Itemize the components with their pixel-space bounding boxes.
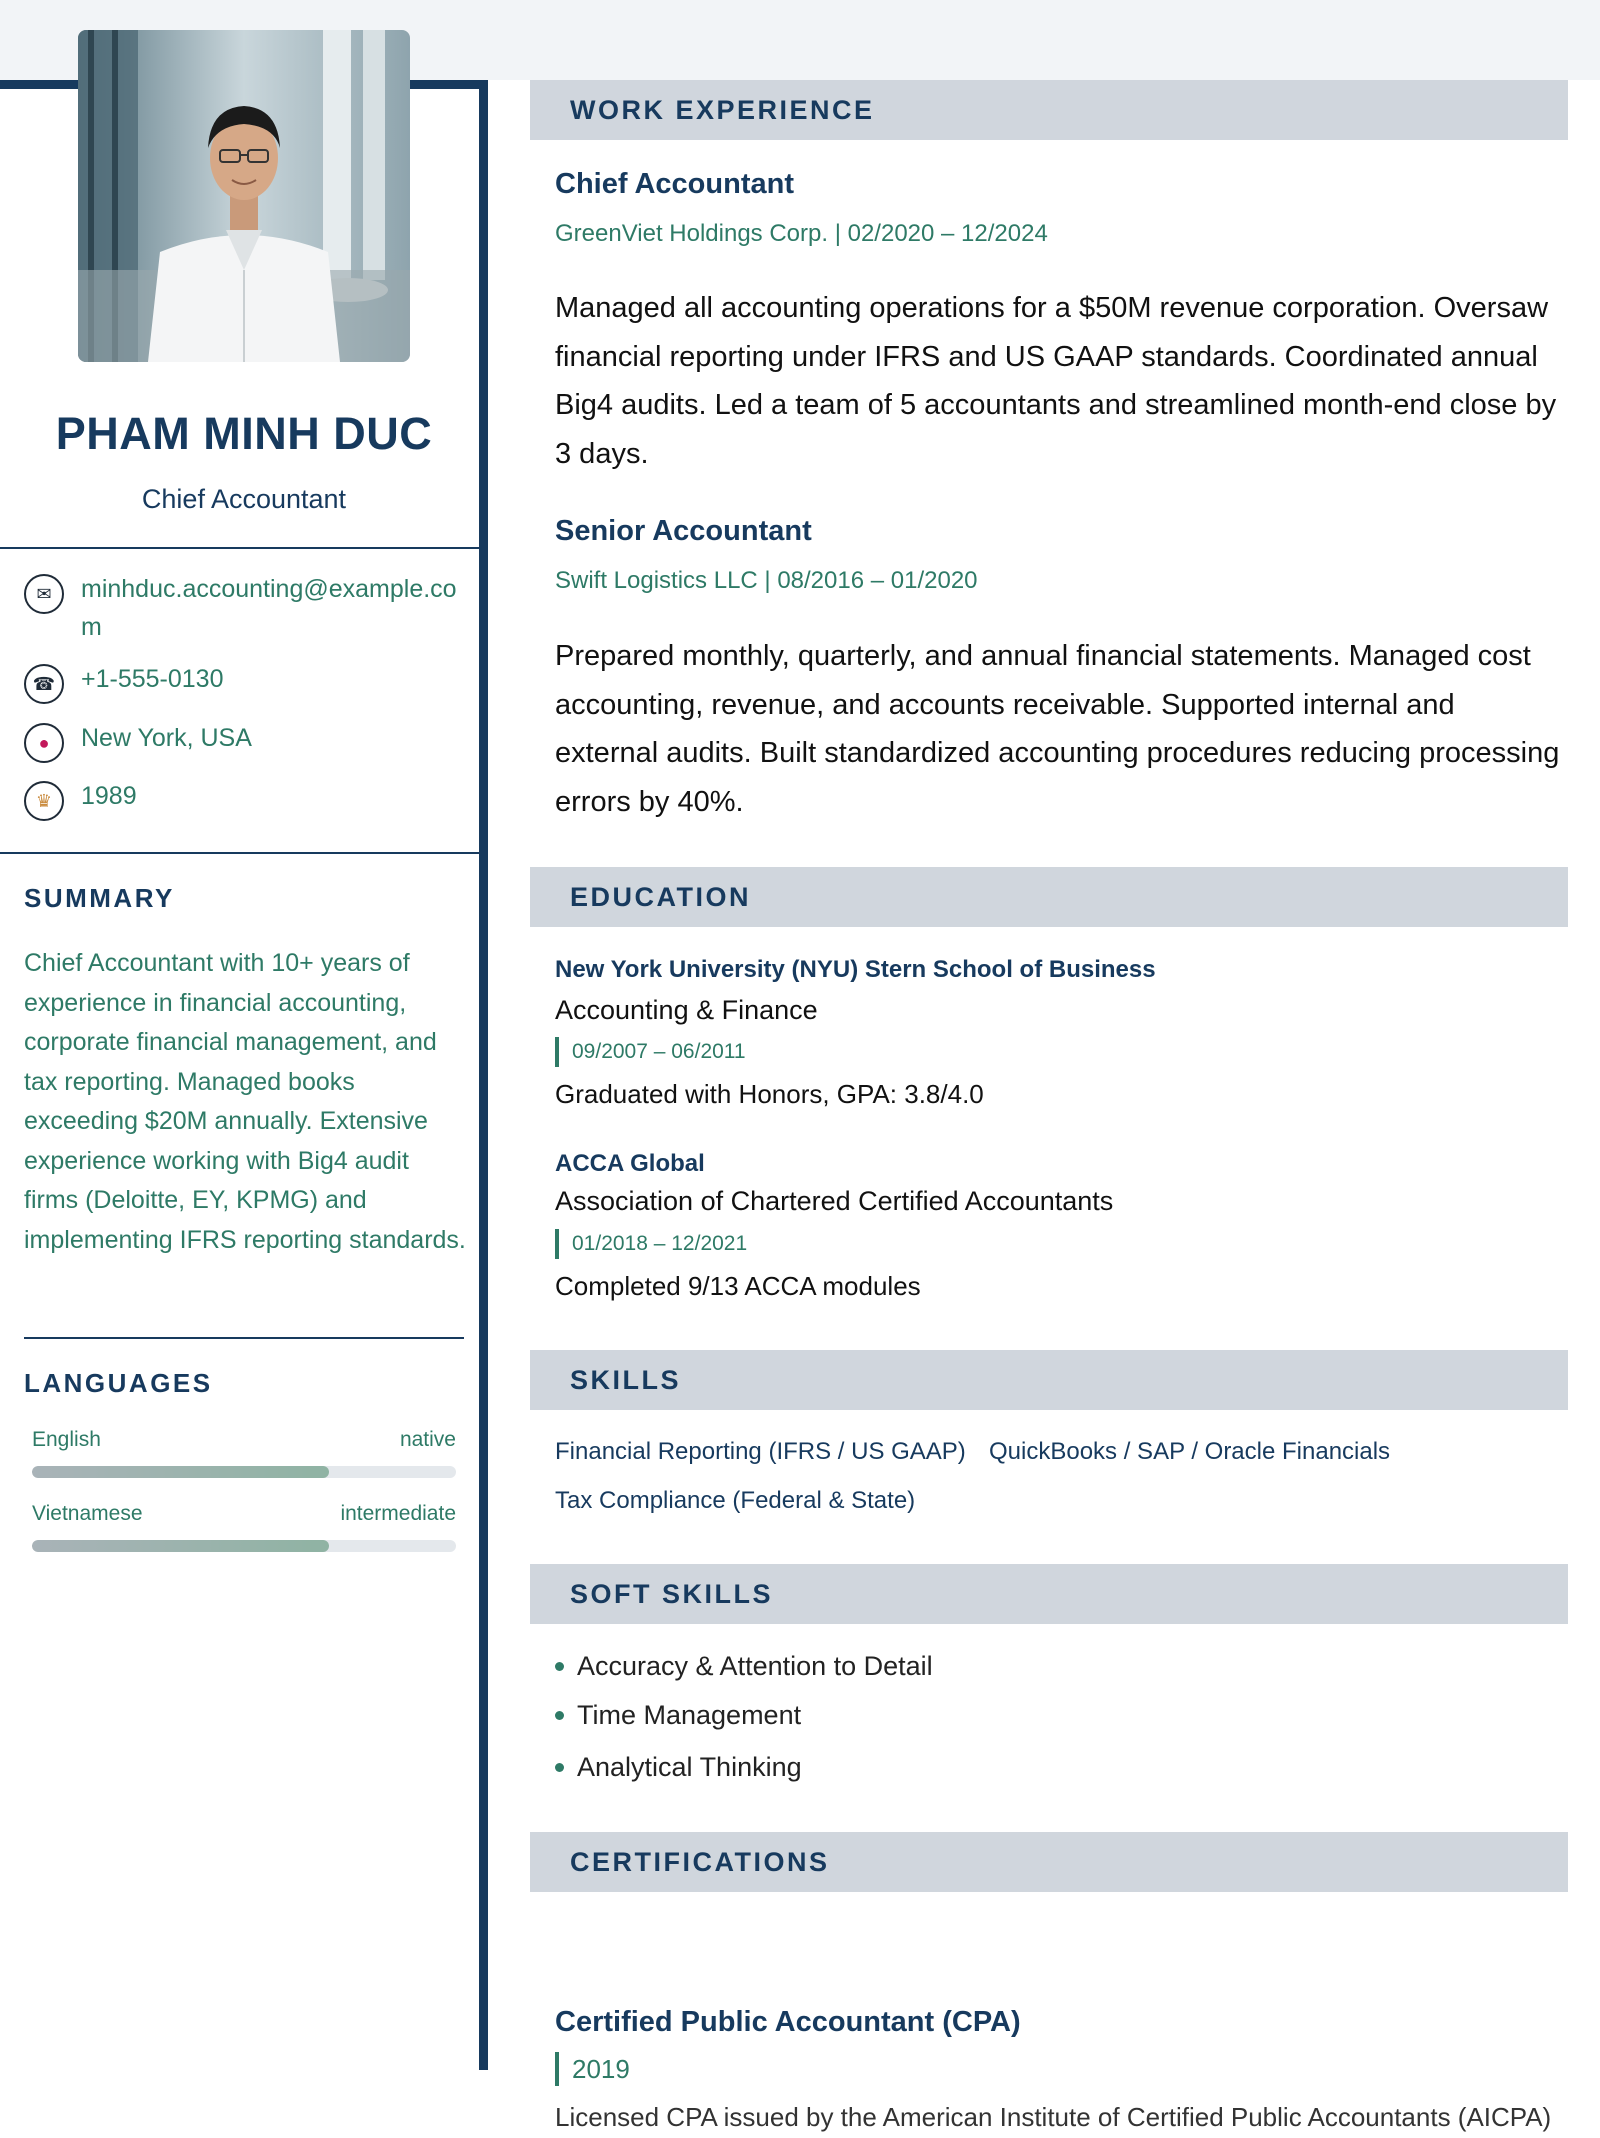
language-name: Vietnamese — [32, 1502, 143, 1525]
profile-photo — [78, 30, 410, 362]
edu-dates: 09/2007 – 06/2011 — [555, 1037, 746, 1067]
email-text[interactable]: minhduc.accounting@example.com — [81, 575, 457, 641]
edu-degree: Accounting & Finance — [555, 995, 818, 1025]
contact-birth-year — [24, 777, 464, 821]
birth-year-text: 1989 — [81, 782, 137, 810]
edu-note: Completed 9/13 ACCA modules — [555, 1271, 921, 1301]
person-role: Chief Accountant — [141, 484, 347, 514]
job-meta: GreenViet Holdings Corp. | 02/2020 – 12/2024 — [555, 220, 1048, 247]
summary-text: Chief Accountant with 10+ years of experience in financial accounting, corporate financial management, and tax reporting. Managed books exceeding $20M annually. Extensive experience working with Big4 audit firms (Deloitte, EY, KPMG) and implementing IFRS reporting standards. — [24, 949, 466, 1254]
job-description: Managed all accounting operations for a $50M revenue corporation. Oversaw financial reporting under IFRS and US GAAP standards. Coordinated annual Big4 audits. Led a team of 5 accountants and streamlined month-end close by 3 days. — [555, 292, 1557, 470]
language-item — [32, 1428, 456, 1478]
language-item — [32, 1502, 456, 1552]
divider — [0, 852, 488, 854]
divider — [24, 1337, 464, 1339]
language-name: English — [32, 1428, 101, 1451]
bullet-icon — [555, 1763, 564, 1772]
bullet-icon — [555, 1711, 564, 1720]
soft-skill-item — [555, 1700, 801, 1731]
language-bar-fill — [32, 1540, 329, 1552]
language-bar-fill — [32, 1466, 329, 1478]
edu-school: ACCA Global — [555, 1150, 705, 1177]
summary-heading: SUMMARY — [24, 883, 175, 913]
language-bar — [32, 1466, 456, 1478]
soft-skill-label: Time Management — [577, 1700, 802, 1730]
skill-tag: Financial Reporting (IFRS / US GAAP) — [555, 1438, 966, 1465]
edu-school: New York University (NYU) Stern School of Business — [555, 956, 1156, 983]
work-experience-heading: WORK EXPERIENCE — [530, 80, 1568, 140]
language-level: intermediate — [340, 1502, 456, 1525]
education-heading: EDUCATION — [530, 867, 1568, 927]
edu-dates: 01/2018 – 12/2021 — [555, 1229, 747, 1259]
job-title: Senior Accountant — [555, 515, 812, 547]
soft-skill-item — [555, 1752, 802, 1783]
person-name: PHAM MINH DUC — [55, 408, 433, 459]
contact-phone[interactable] — [24, 660, 464, 704]
certifications-heading: CERTIFICATIONS — [530, 1832, 1568, 1892]
edu-note: Graduated with Honors, GPA: 3.8/4.0 — [555, 1079, 984, 1109]
soft-skill-label: Analytical Thinking — [577, 1752, 802, 1782]
contact-email[interactable] — [24, 570, 464, 646]
cert-year: 2019 — [555, 2052, 630, 2086]
phone-icon: ☎ — [24, 664, 64, 704]
cert-title: Certified Public Accountant (CPA) — [555, 2006, 1021, 2038]
cert-description: Licensed CPA issued by the American Institute of Certified Public Accountants (AICPA) — [555, 2102, 1552, 2132]
location-text: New York, USA — [81, 724, 252, 752]
job-meta: Swift Logistics LLC | 08/2016 – 01/2020 — [555, 567, 978, 594]
skill-tag: Tax Compliance (Federal & State) — [555, 1487, 916, 1514]
job-title: Chief Accountant — [555, 168, 794, 200]
soft-skill-label: Accuracy & Attention to Detail — [577, 1651, 933, 1681]
language-level: native — [399, 1428, 456, 1451]
skill-tag: QuickBooks / SAP / Oracle Financials — [989, 1438, 1391, 1465]
contact-location — [24, 719, 464, 763]
soft-skills-heading: SOFT SKILLS — [530, 1564, 1568, 1624]
mail-icon: ✉ — [24, 574, 64, 614]
languages-heading: LANGUAGES — [24, 1368, 213, 1398]
location-pin-icon: ● — [24, 723, 64, 763]
language-bar — [32, 1540, 456, 1552]
skills-heading: SKILLS — [530, 1350, 1568, 1410]
job-description: Prepared monthly, quarterly, and annual financial statements. Managed cost accounting, revenue, and accounts receivable. Supported internal and external audits. Built standardized accounting procedures reducing processing errors by 40%. — [555, 640, 1560, 818]
birthday-cake-icon: ♛ — [24, 781, 64, 821]
divider — [0, 547, 488, 549]
bullet-icon — [555, 1662, 564, 1671]
edu-degree: Association of Chartered Certified Accountants — [555, 1186, 1114, 1216]
soft-skill-item — [555, 1651, 933, 1682]
phone-text[interactable]: +1-555-0130 — [81, 665, 224, 693]
